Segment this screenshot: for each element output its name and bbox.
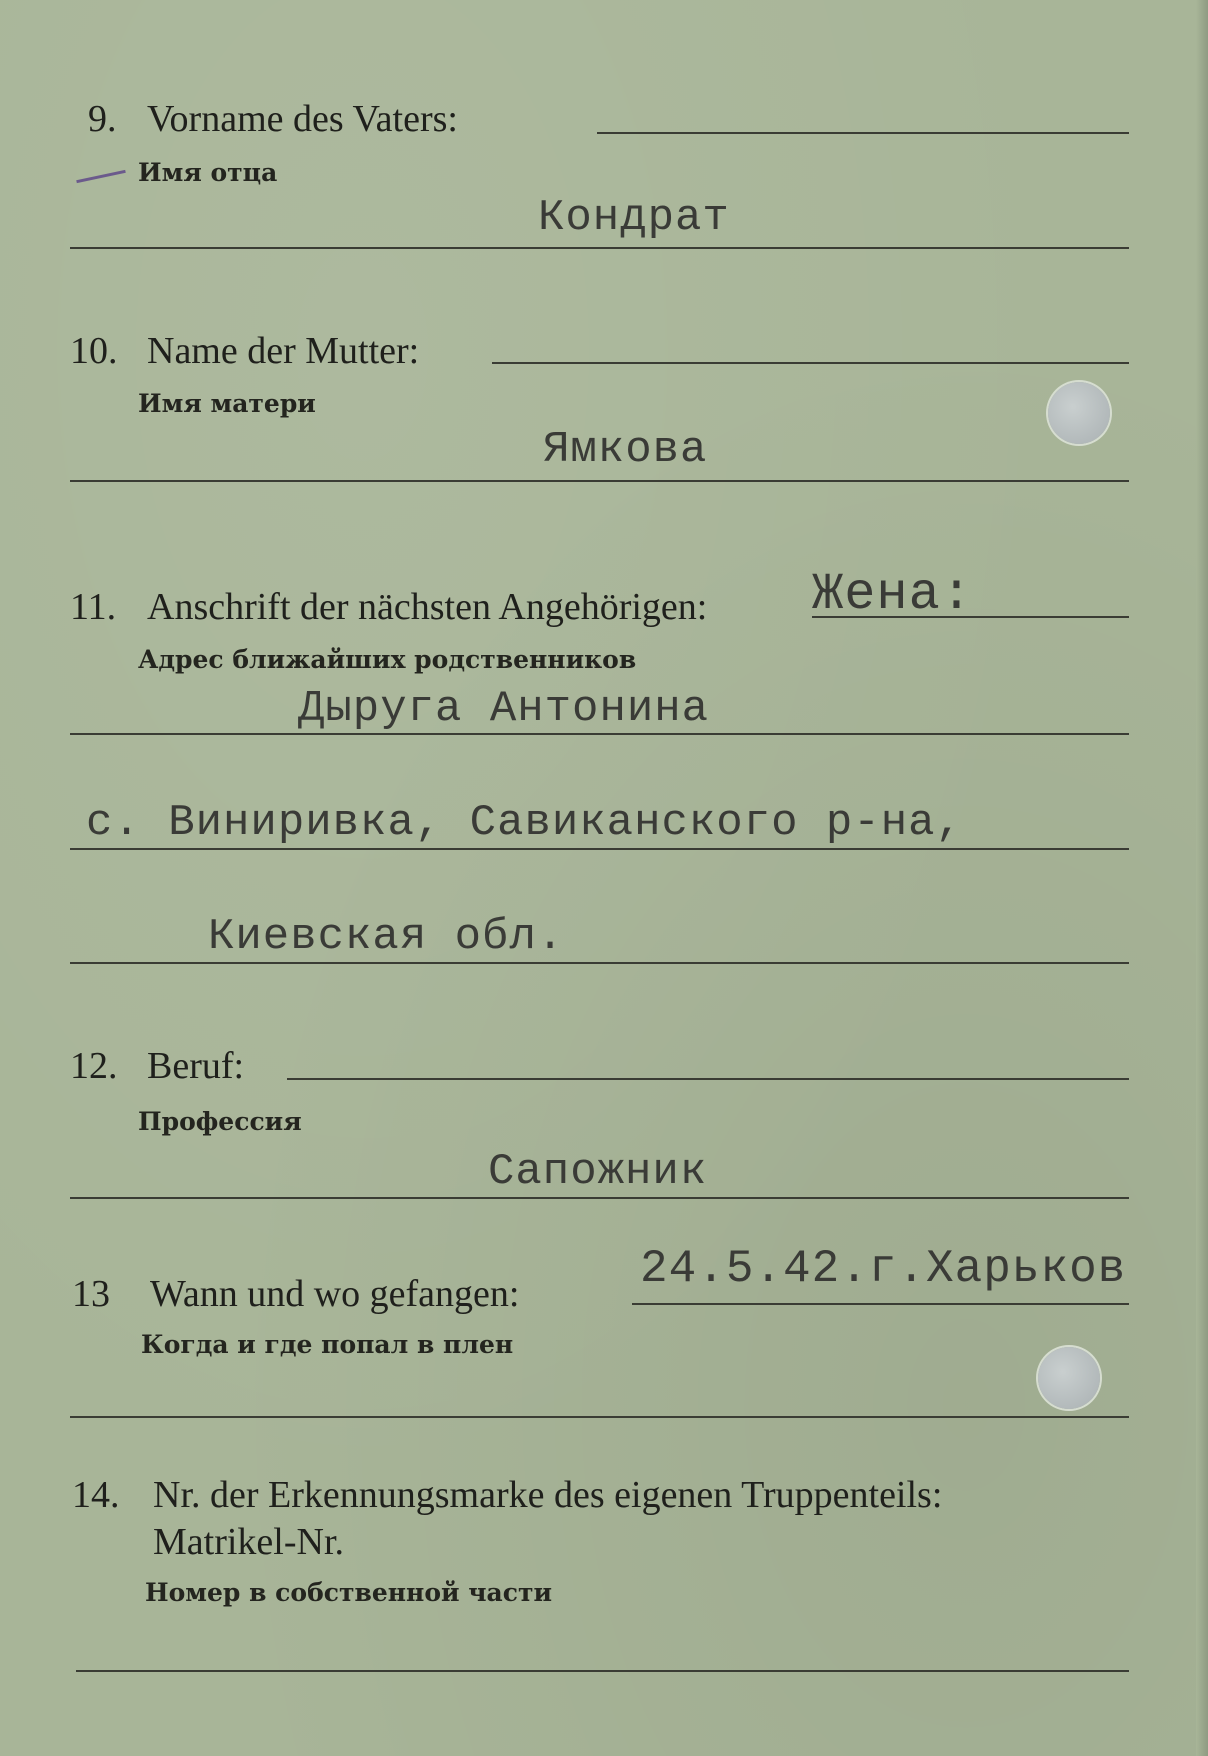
field-12-number: 12.: [70, 1045, 118, 1087]
field-11-value-line-2-rule: [70, 848, 1129, 850]
field-11-number: 11.: [70, 586, 117, 628]
field-12-value-line: [70, 1197, 1129, 1199]
field-9-number: 9.: [88, 98, 117, 140]
field-11-value-inline: Жена:: [812, 565, 974, 624]
field-11-value-line-1: Дыруга Антонина: [298, 684, 710, 734]
card-edge: [1196, 0, 1208, 1756]
field-11-label-de: Anschrift der nächsten Angehörigen:: [147, 586, 708, 628]
field-13-label-ru: Когда и где попал в плен: [141, 1330, 514, 1359]
field-14-label-de-2: Matrikel-Nr.: [153, 1521, 345, 1563]
field-14-value-line: [76, 1670, 1129, 1672]
field-11-value-line-3-rule: [70, 962, 1129, 964]
field-10-label-de: Name der Mutter:: [147, 330, 420, 372]
field-12-label-de: Beruf:: [147, 1045, 245, 1087]
pen-mark: [76, 170, 126, 183]
field-10-line: [492, 362, 1129, 364]
field-12-label-ru: Профессия: [138, 1107, 302, 1136]
field-9-value-line: [70, 247, 1129, 249]
field-9-label-ru: Имя отца: [138, 158, 278, 187]
punch-hole: [1038, 1347, 1100, 1409]
field-11-label-ru: Адрес ближайших родственников: [138, 645, 637, 674]
field-12-line: [287, 1078, 1129, 1080]
field-11-value-line-2: с. Виниривка, Савиканского р-на,: [86, 798, 963, 848]
field-10-value: Ямкова: [543, 425, 708, 475]
field-13-line: [632, 1303, 1129, 1305]
field-10-label-ru: Имя матери: [138, 389, 316, 418]
field-13-value-line: [70, 1416, 1129, 1418]
field-12-value: Сапожник: [488, 1147, 708, 1197]
field-9-line: [597, 132, 1129, 134]
field-14-number: 14.: [72, 1474, 120, 1516]
field-14-label-ru: Номер в собственной части: [145, 1578, 553, 1607]
punch-hole: [1048, 382, 1110, 444]
field-13-value-inline: 24.5.42.г.Харьков: [640, 1243, 1127, 1295]
field-11-value-line-3: Киевская обл.: [208, 912, 565, 962]
field-11-value-line-1-rule: [70, 733, 1129, 735]
field-9-value: Кондрат: [538, 193, 730, 243]
field-13-number: 13: [72, 1273, 110, 1315]
field-11-line: [812, 616, 1129, 618]
field-9-label-de: Vorname des Vaters:: [147, 98, 458, 140]
field-13-label-de: Wann und wo gefangen:: [150, 1273, 520, 1315]
field-14-label-de: Nr. der Erkennungsmarke des eigenen Truppenteils:: [153, 1474, 943, 1516]
field-10-number: 10.: [70, 330, 118, 372]
field-10-value-line: [70, 480, 1129, 482]
